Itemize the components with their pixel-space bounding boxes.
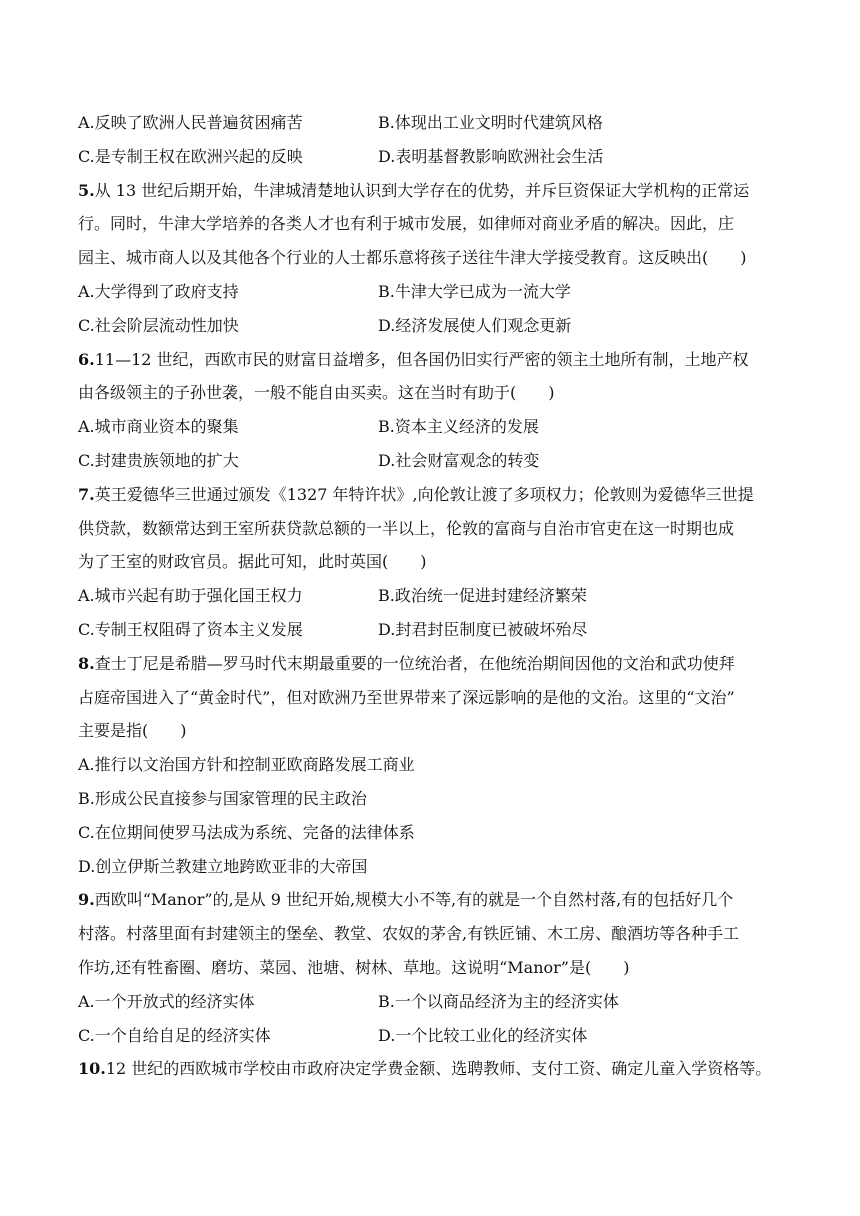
- question-stem-line: 6.11—12 世纪，西欧市民的财富日益增多，但各国仍旧实行严密的领主土地所有制，土地产权: [78, 349, 749, 369]
- option-row: [78, 613, 790, 647]
- option-b: B.资本主义经济的发展: [378, 417, 539, 437]
- question-stem-line: 村落。村落里面有封建领主的堡垒、教堂、农奴的茅舍,有铁匠铺、木工房、酿酒坊等各种手工: [78, 924, 740, 944]
- option-row: [78, 579, 790, 613]
- option-d: D.表明基督教影响欧洲社会生活: [378, 146, 604, 166]
- option-row: [78, 985, 790, 1019]
- option-a: A.反映了欧洲人民普遍贫困痛苦: [78, 113, 303, 132]
- question-stem-line: 占庭帝国进入了“黄金时代”，但对欧洲乃至世界带来了深远影响的是他的文治。这里的“文治”: [78, 687, 735, 707]
- option-a: A.一个开放式的经济实体: [78, 991, 255, 1011]
- question-stem-line: 8.查士丁尼是希腊—罗马时代末期最重要的一位统治者，在他统治期间因他的文治和武功使拜: [78, 653, 735, 673]
- question-content: [78, 106, 790, 1086]
- question-stem-line: 作坊,还有牲畜圈、磨坊、菜园、池塘、树林、草地。这说明“Manor”是( ): [78, 957, 630, 977]
- option-b: B.政治统一促进封建经济繁荣: [378, 586, 587, 606]
- option-d: D.创立伊斯兰教建立地跨欧亚非的大帝国: [78, 856, 368, 876]
- option-row: [78, 1019, 790, 1053]
- question-number: 9.: [78, 890, 95, 910]
- question-number: 10.: [78, 1059, 106, 1079]
- option-a: A.大学得到了政府支持: [78, 281, 239, 301]
- option-c: C.专制王权阻碍了资本主义发展: [78, 619, 303, 639]
- option-c: C.社会阶层流动性加快: [78, 315, 239, 335]
- question-number: 8.: [78, 653, 95, 673]
- option-b: B.体现出工业文明时代建筑风格: [378, 113, 603, 132]
- option-row: [78, 444, 790, 478]
- option-a: A.城市兴起有助于强化国王权力: [78, 586, 303, 606]
- option-c: C.在位期间使罗马法成为系统、完备的法律体系: [78, 822, 415, 842]
- option-d: D.社会财富观念的转变: [378, 450, 540, 470]
- option-c: C.封建贵族领地的扩大: [78, 450, 239, 470]
- option-row: [78, 309, 790, 343]
- option-a: A.推行以文治国方针和控制亚欧商路发展工商业: [78, 755, 415, 775]
- option-a: A.城市商业资本的聚集: [78, 417, 239, 437]
- question-stem-line: 行。同时，牛津大学培养的各类人才也有利于城市发展，如律师对商业矛盾的解决。因此，庄: [78, 214, 735, 234]
- question-9: [78, 883, 790, 1052]
- option-row: [78, 106, 790, 140]
- question-number: 5.: [78, 180, 95, 200]
- question-stem-line: 5.从 13 世纪后期开始，牛津城清楚地认识到大学存在的优势，并斥巨资保证大学机构的正常运: [78, 180, 750, 200]
- option-row: [78, 140, 790, 174]
- question-5: [78, 174, 790, 343]
- question-stem-line: 供贷款，数额常达到王室所获贷款总额的一半以上，伦敦的富商与自治市官吏在这一时期也成: [78, 518, 735, 538]
- option-d: D.一个比较工业化的经济实体: [378, 1025, 588, 1045]
- option-c: C.一个自给自足的经济实体: [78, 1025, 271, 1045]
- question-stem-line: 主要是指( ): [78, 721, 187, 741]
- question-stem-line: 为了王室的财政官员。据此可知，此时英国( ): [78, 552, 427, 572]
- option-d: D.经济发展使人们观念更新: [378, 315, 572, 335]
- question-6: [78, 343, 790, 478]
- option-row: [78, 410, 790, 444]
- question-stem-line: 9.西欧叫“Manor”的,是从 9 世纪开始,规模大小不等,有的就是一个自然村落,有的包括好几个: [78, 890, 734, 910]
- option-row: [78, 275, 790, 309]
- option-b: B.形成公民直接参与国家管理的民主政治: [78, 788, 367, 808]
- question-stem-line: 10.12 世纪的西欧城市学校由市政府决定学费金额、选聘教师、支付工资、确定儿童入学资格等。: [78, 1059, 772, 1079]
- question-number: 6.: [78, 349, 95, 369]
- option-b: B.一个以商品经济为主的经济实体: [378, 991, 619, 1011]
- question-7: [78, 478, 790, 647]
- question-8: [78, 647, 790, 884]
- question-stem-line: 由各级领主的子孙世袭，一般不能自由买卖。这在当时有助于( ): [78, 383, 555, 403]
- question-number: 7.: [78, 484, 95, 504]
- option-b: B.牛津大学已成为一流大学: [378, 281, 571, 301]
- option-c: C.是专制王权在欧洲兴起的反映: [78, 146, 303, 166]
- question-stem-line: 园主、城市商人以及其他各个行业的人士都乐意将孩子送往牛津大学接受教育。这反映出( ): [78, 248, 747, 268]
- option-d: D.封君封臣制度已被破坏殆尽: [378, 619, 588, 639]
- question-10: [78, 1052, 790, 1086]
- question-stem-line: 7.英王爱德华三世通过颁发《1327 年特许状》,向伦敦让渡了多项权力；伦敦则为爱德华三世提: [78, 484, 754, 504]
